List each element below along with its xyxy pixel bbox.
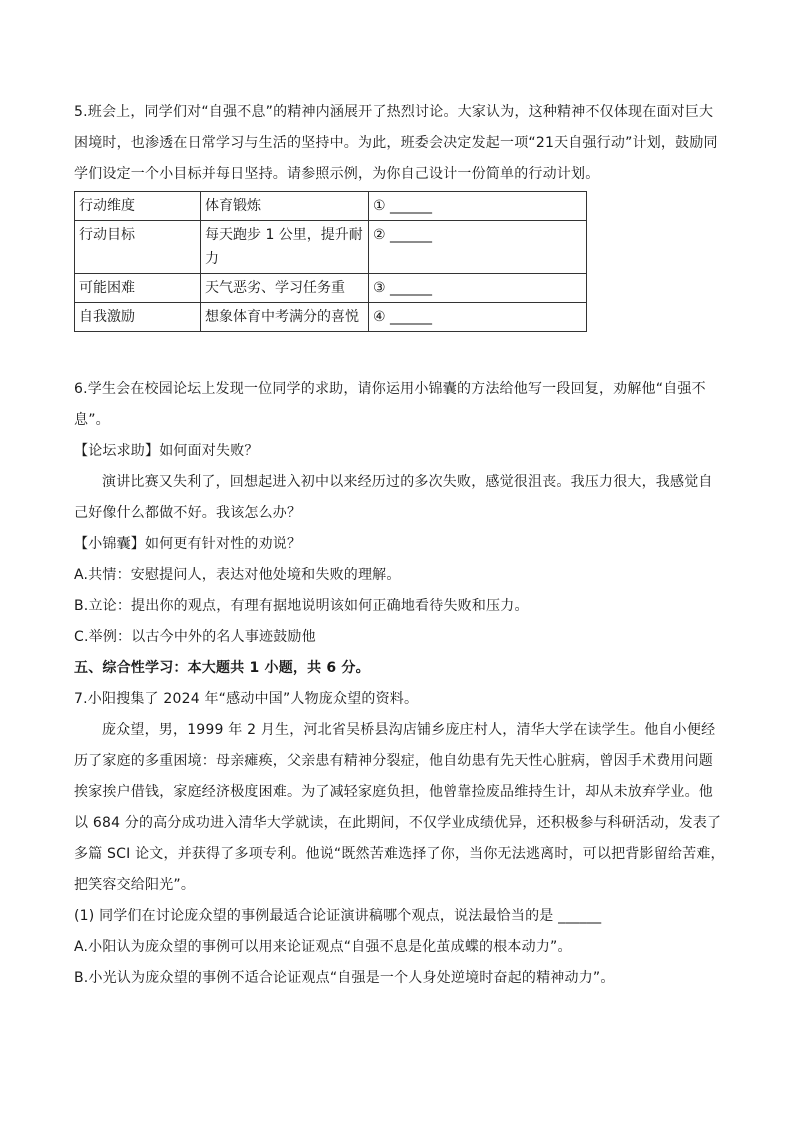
section-heading: 五、综合性学习：本大题共 1 小题，共 6 分。 <box>74 660 370 676</box>
question-5-text: 5.班会上，同学们对“自强不息”的精神内涵展开了热烈讨论。大家认为，这种精神不仅体现在面对巨大困境时，也渗透在日常学习与生活的坚持中。为此，班委会决定发起一项“21天自强行动”计划，鼓励同学们设定一个小目标并每日坚持。请参照示例，为你自己设计一份简单的行动计划。 <box>74 104 718 182</box>
question-7-body: 庞众望，男，1999 年 2 月生，河北省吴桥县沟店铺乡庞庄村人，清华大学在读学生。他自小便经历了家庭的多重困境：母亲瘫痪，父亲患有精神分裂症，他自幼患有先天性心脏病，曾因手术费用问题挨家挨户借钱，家庭经济极度困难。为了减轻家庭负担，他曾靠捡废品维持生计，却从未放弃学业。他以 684 分的高分成功进入清华大学就读，在此期间，不仅学业成绩优异，还积极参与科研活动，发表了多篇 SCI 论文，并获得了多项专利。他说“既然苦难选择了你，当你无法逃离时，可以把背影留给苦难，把笑容交给阳光”。 <box>74 722 725 893</box>
tip-c: C.举例：以古今中外的名人事迹鼓励他 <box>74 629 316 645</box>
table-cell: 每天跑步 1 公里，提升耐力 <box>201 221 369 274</box>
table-cell: 行动维度 <box>75 192 201 221</box>
table-row <box>75 274 587 303</box>
sub-question-1: (1) 同学们在讨论庞众望的事例最适合论证演讲稿哪个观点，说法最恰当的是 ______ <box>74 908 602 924</box>
option-b: B.小光认为庞众望的事例不适合论证观点“自强是一个人身处逆境时奋起的精神动力”。 <box>74 970 615 986</box>
table-cell: 自我激励 <box>75 303 201 332</box>
tip-a: A.共情：安慰提问人，表达对他处境和失败的理解。 <box>74 567 401 583</box>
table-cell: 行动目标 <box>75 221 201 274</box>
tip-b: B.立论：提出你的观点，有理有据地说明该如何正确地看待失败和压力。 <box>74 598 529 614</box>
tips-title: 【小锦囊】如何更有针对性的劝说？ <box>74 536 302 552</box>
answer-cell-3[interactable]: ③ ______ <box>369 274 587 303</box>
answer-cell-2[interactable]: ② ______ <box>369 221 587 274</box>
option-a: A.小阳认为庞众望的事例可以用来论证观点“自强不息是化茧成蝶的根本动力”。 <box>74 939 572 955</box>
forum-body: 演讲比赛又失利了，回想起进入初中以来经历过的多次失败，感觉很沮丧。我压力很大，我感觉自己好像什么都做不好。我该怎么办？ <box>74 474 713 521</box>
answer-cell-1[interactable]: ① ______ <box>369 192 587 221</box>
table-cell: 想象体育中考满分的喜悦 <box>201 303 369 332</box>
answer-cell-4[interactable]: ④ ______ <box>369 303 587 332</box>
table-row <box>75 192 587 221</box>
table-cell: 体育锻炼 <box>201 192 369 221</box>
question-7-intro: 7.小阳搜集了 2024 年“感动中国”人物庞众望的资料。 <box>74 691 419 707</box>
question-6-text: 6.学生会在校园论坛上发现一位同学的求助，请你运用小锦囊的方法给他写一段回复，劝解他“自强不息”。 <box>74 381 706 428</box>
table-cell: 天气恶劣、学习任务重 <box>201 274 369 303</box>
table-cell: 可能困难 <box>75 274 201 303</box>
table-row <box>75 221 587 274</box>
forum-title: 【论坛求助】如何面对失败？ <box>74 443 259 459</box>
action-plan-table <box>74 191 587 332</box>
table-row <box>75 303 587 332</box>
